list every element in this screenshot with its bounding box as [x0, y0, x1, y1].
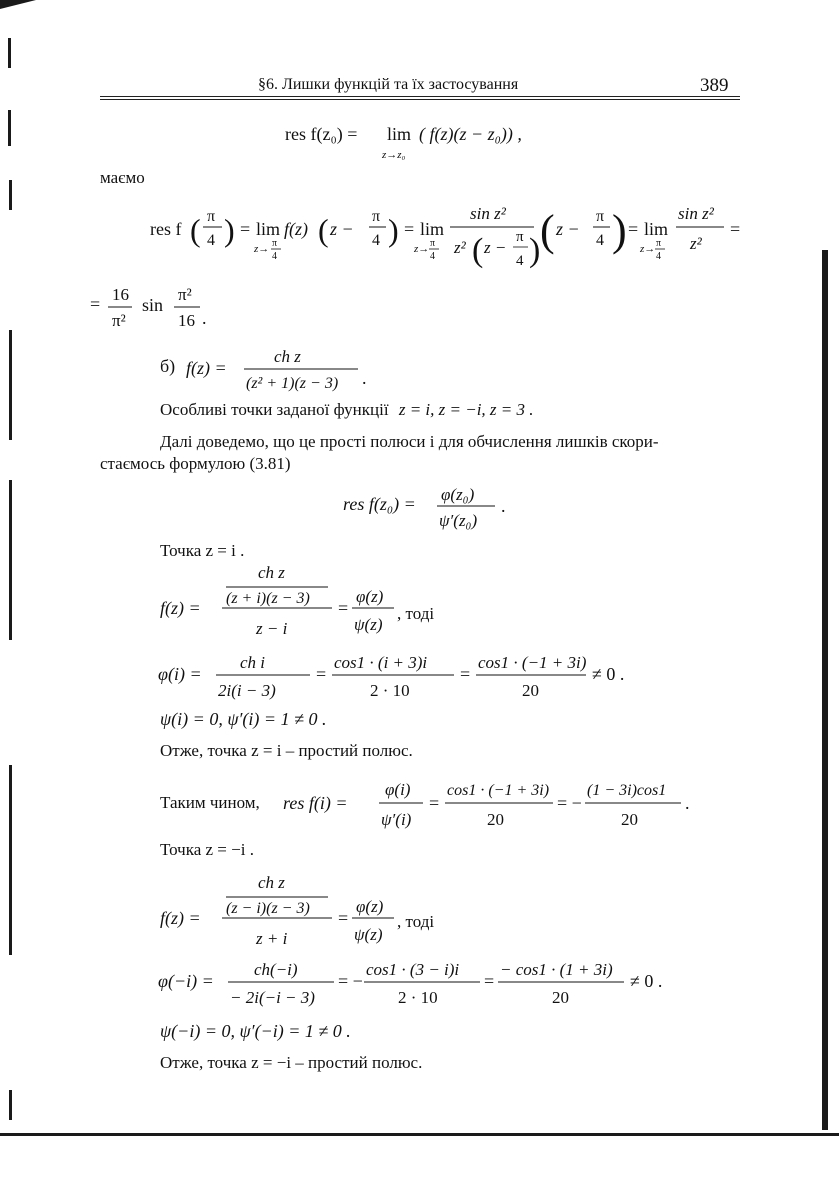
svg-text:cos1 · (i + 3)i: cos1 · (i + 3)i — [334, 653, 428, 672]
svg-text:z − i: z − i — [256, 619, 288, 638]
svg-text:(z + i)(z − 3): (z + i)(z − 3) — [226, 590, 310, 607]
formula-f-definition — [186, 338, 386, 398]
svg-text:res f: res f — [150, 219, 182, 239]
header-rule — [100, 99, 740, 100]
svg-text:π: π — [516, 229, 524, 245]
svg-text:2 · 10: 2 · 10 — [370, 681, 410, 700]
svg-text:ψ′(z₀): ψ′(z₀) — [439, 511, 478, 530]
svg-text:π²: π² — [112, 311, 126, 330]
text-tak-chynom: Таким чином, — [160, 793, 260, 812]
formula-res-phi-psi — [343, 480, 543, 540]
svg-text:4: 4 — [372, 232, 380, 249]
svg-text:=: = — [338, 598, 349, 618]
singular-points-text — [160, 400, 534, 420]
svg-text:): ) — [529, 232, 541, 269]
svg-text:.: . — [202, 308, 207, 328]
svg-text:π: π — [272, 238, 278, 249]
scan-bar-left — [9, 765, 12, 955]
conclusion-i: Отже, точка z = i – простий полюс. — [160, 741, 413, 760]
svg-text:ch i: ch i — [240, 653, 266, 672]
conclusion-minus-i: Отже, точка z = −i – простий полюс. — [160, 1053, 423, 1072]
svg-text:ψ′(i): ψ′(i) — [381, 810, 412, 829]
formula-res-pi4-result — [90, 280, 250, 338]
text-maemo: маємо — [100, 168, 145, 187]
svg-text:4: 4 — [430, 251, 435, 262]
svg-text:− 2i(−i − 3): − 2i(−i − 3) — [230, 988, 315, 1007]
svg-text:res f(z₀) =: res f(z₀) = — [285, 124, 358, 144]
svg-text:ch z: ch z — [258, 563, 285, 582]
part-b-label: б) — [160, 356, 176, 376]
svg-text:ψ(z): ψ(z) — [354, 925, 383, 944]
svg-text:φ(z₀): φ(z₀) — [441, 485, 475, 504]
text-todi: , тоді — [397, 912, 435, 931]
svg-text:=: = — [730, 219, 741, 239]
svg-text:π: π — [207, 208, 216, 225]
formula-res-limit-def — [285, 118, 585, 164]
scan-bar-left — [8, 38, 11, 68]
svg-text:z→: z→ — [414, 243, 430, 255]
svg-text:=: = — [316, 664, 327, 684]
singular-points-label: Особливі точки заданої функції — [160, 400, 389, 419]
svg-text:4: 4 — [596, 232, 604, 249]
svg-text:=: = — [90, 294, 101, 314]
svg-text:z −: z − — [484, 238, 507, 257]
svg-text:φ(z): φ(z) — [356, 897, 384, 916]
svg-text:sin: sin — [142, 295, 164, 315]
svg-text:φ(−i) =: φ(−i) = — [158, 971, 214, 991]
scan-bar-bottom — [0, 1133, 839, 1136]
paragraph-line: Далі доведемо, що це прості полюси і для обчислення лишків скори- — [160, 432, 659, 451]
svg-text:4: 4 — [272, 251, 277, 262]
svg-text:20: 20 — [552, 988, 569, 1007]
svg-text:≠ 0 .: ≠ 0 . — [630, 971, 663, 991]
svg-text:π²: π² — [178, 285, 192, 304]
svg-text:z −: z − — [330, 219, 354, 239]
scan-bar-right — [822, 250, 828, 1130]
scan-mark-top-left — [0, 0, 36, 9]
svg-text:( f(z)(z − z₀)) ,: ( f(z)(z − z₀)) , — [419, 124, 522, 144]
svg-text:lim: lim — [256, 219, 281, 239]
singular-points-values: z = i, z = −i, z = 3 . — [398, 400, 534, 419]
svg-text:4: 4 — [656, 251, 661, 262]
svg-text:ch z: ch z — [274, 347, 301, 366]
svg-text:f(z) =: f(z) = — [160, 908, 201, 928]
svg-text:lim: lim — [644, 219, 669, 239]
svg-text:f(z): f(z) — [284, 219, 308, 239]
svg-text:): ) — [224, 212, 235, 248]
svg-text:= −: = − — [338, 971, 363, 991]
formula-res-i — [283, 773, 703, 833]
svg-text:): ) — [388, 212, 399, 248]
svg-text:=: = — [240, 219, 251, 239]
svg-text:− cos1 · (1 + 3i): − cos1 · (1 + 3i) — [500, 960, 613, 979]
svg-text:φ(i) =: φ(i) = — [158, 664, 202, 684]
svg-text:(z − i)(z − 3): (z − i)(z − 3) — [226, 900, 310, 917]
svg-text:(z² + 1)(z − 3): (z² + 1)(z − 3) — [246, 375, 339, 392]
svg-text:cos1 · (−1 + 3i): cos1 · (−1 + 3i) — [478, 653, 587, 672]
svg-text:lim: lim — [387, 124, 412, 144]
svg-text:lim: lim — [420, 219, 445, 239]
running-title: §6. Лишки функцій та їх застосування — [258, 76, 519, 93]
svg-text:2i(i − 3): 2i(i − 3) — [218, 681, 276, 700]
scan-bar-left — [8, 110, 11, 146]
svg-text:.: . — [362, 368, 367, 388]
svg-text:4: 4 — [516, 253, 524, 269]
svg-text:20: 20 — [621, 810, 638, 829]
svg-text:=: = — [338, 908, 349, 928]
formula-res-pi4 — [150, 195, 750, 287]
svg-text:=: = — [628, 219, 639, 239]
svg-text:=: = — [460, 664, 471, 684]
scan-bar-left — [9, 180, 12, 210]
svg-text:20: 20 — [487, 810, 504, 829]
svg-text:z→: z→ — [640, 243, 656, 255]
svg-text:res f(z₀) =: res f(z₀) = — [343, 494, 416, 514]
svg-text:sin z²: sin z² — [470, 204, 506, 223]
scan-bar-left — [9, 1090, 12, 1120]
svg-text:cos1 · (3 − i)i: cos1 · (3 − i)i — [366, 960, 460, 979]
svg-text:f(z) =: f(z) = — [186, 358, 227, 378]
svg-text:=: = — [484, 971, 495, 991]
svg-text:(: ( — [318, 212, 329, 248]
page-number: 389 — [700, 75, 729, 96]
svg-text:16: 16 — [112, 285, 129, 304]
point-minus-i-heading: Точка z = −i . — [160, 840, 254, 859]
text-todi: , тоді — [397, 604, 435, 623]
point-i-heading: Точка z = i . — [160, 541, 245, 560]
svg-text:(: ( — [540, 206, 555, 255]
svg-text:16: 16 — [178, 311, 195, 330]
formula-f-split-minus-i — [160, 866, 480, 956]
svg-text:): ) — [612, 206, 627, 255]
svg-text:z²: z² — [454, 238, 466, 257]
svg-text:z→z₀: z→z₀ — [382, 149, 406, 161]
svg-text:.: . — [685, 793, 690, 813]
formula-psi-i: ψ(i) = 0, ψ′(i) = 1 ≠ 0 . — [160, 709, 327, 729]
svg-text:π: π — [656, 238, 662, 249]
svg-text:φ(z): φ(z) — [356, 587, 384, 606]
svg-text:z + i: z + i — [256, 929, 288, 948]
svg-text:φ(i): φ(i) — [385, 780, 411, 799]
formula-psi-minus-i: ψ(−i) = 0, ψ′(−i) = 1 ≠ 0 . — [160, 1021, 351, 1041]
svg-text:z²: z² — [690, 234, 702, 253]
scan-bar-left — [9, 330, 12, 440]
svg-text:.: . — [501, 496, 506, 516]
svg-text:=: = — [404, 219, 415, 239]
svg-text:π: π — [596, 208, 605, 225]
svg-text:ψ(z): ψ(z) — [354, 615, 383, 634]
svg-text:=: = — [429, 793, 440, 813]
svg-text:z→: z→ — [254, 243, 270, 255]
formula-phi-minus-i — [158, 955, 663, 1015]
svg-text:ch z: ch z — [258, 873, 285, 892]
svg-text:4: 4 — [207, 232, 215, 249]
svg-text:(: ( — [190, 212, 201, 248]
svg-text:(1 − 3i)cos1: (1 − 3i)cos1 — [587, 782, 667, 799]
svg-text:20: 20 — [522, 681, 539, 700]
svg-text:≠ 0 .: ≠ 0 . — [592, 664, 625, 684]
svg-text:sin z²: sin z² — [678, 204, 714, 223]
formula-phi-i — [158, 648, 625, 706]
scan-bar-left — [9, 480, 12, 640]
svg-text:cos1 · (−1 + 3i): cos1 · (−1 + 3i) — [447, 782, 550, 799]
svg-text:(: ( — [472, 232, 484, 269]
paragraph-line: стаємось формулою (3.81) — [100, 454, 291, 473]
svg-text:f(z) =: f(z) = — [160, 598, 201, 618]
svg-text:π: π — [372, 208, 381, 225]
svg-text:ch(−i): ch(−i) — [254, 960, 298, 979]
svg-text:= −: = − — [557, 793, 582, 813]
header-rule — [100, 96, 740, 97]
svg-text:π: π — [430, 238, 436, 249]
svg-text:2 · 10: 2 · 10 — [398, 988, 438, 1007]
svg-text:z −: z − — [556, 219, 580, 239]
svg-text:res f(i) =: res f(i) = — [283, 793, 348, 813]
